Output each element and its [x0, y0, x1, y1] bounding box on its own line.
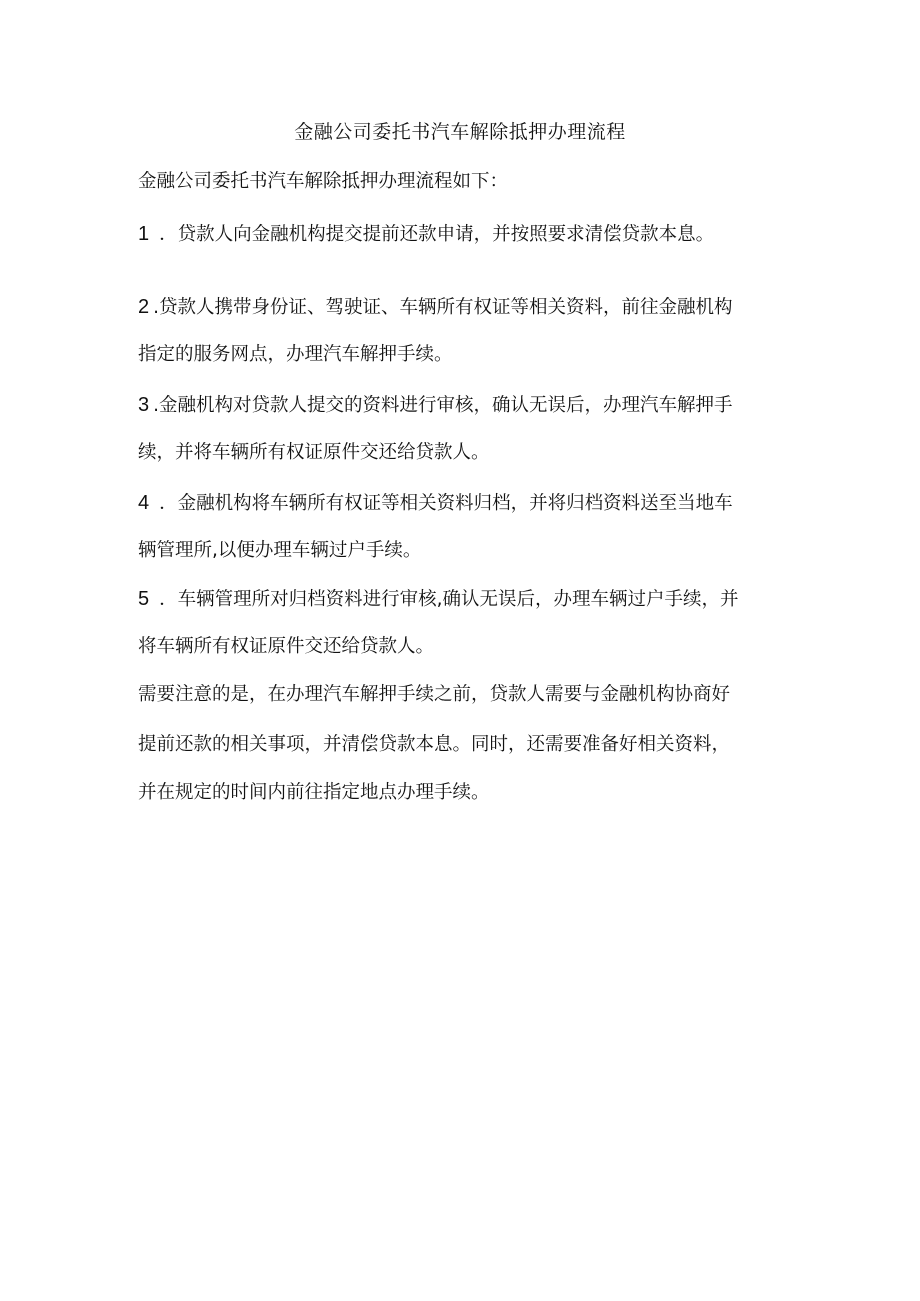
step-2-text-1: .贷款人携带身份证、驾驶证、车辆所有权证等相关资料，前往金融机构 [153, 297, 733, 318]
step-3-text-1: .金融机构对贷款人提交的资料进行审核，确认无误后，办理汽车解押手 [153, 395, 733, 416]
step-5-number: 5 [138, 588, 150, 610]
step-4-line-1 [138, 489, 733, 518]
step-4-line-2: 辆管理所,以便办理车辆过户手续。 [138, 540, 422, 561]
document-title: 金融公司委托书汽车解除抵押办理流程 [294, 121, 626, 143]
step-3-number: 3 [138, 394, 150, 416]
step-1-text: ．贷款人向金融机构提交提前还款申请，并按照要求清偿贷款本息。 [159, 224, 715, 245]
step-5-line-2: 将车辆所有权证原件交还给贷款人。 [138, 636, 435, 657]
step-4-number: 4 [138, 492, 150, 514]
step-3-line-2: 续，并将车辆所有权证原件交还给贷款人。 [138, 442, 490, 463]
step-2-line-2: 指定的服务网点，办理汽车解押手续。 [138, 344, 453, 365]
step-2-number: 2 [138, 296, 150, 318]
step-1-number: 1 [138, 223, 150, 245]
note-line-1: 需要注意的是，在办理汽车解押手续之前，贷款人需要与金融机构协商好 [138, 684, 731, 705]
note-line-3: 并在规定的时间内前往指定地点办理手续。 [138, 782, 490, 803]
step-5-line-1 [138, 585, 739, 614]
note-line-2: 提前还款的相关事项，并清偿贷款本息。同时，还需要准备好相关资料， [138, 734, 731, 755]
step-1-line-1 [138, 220, 714, 249]
intro-line: 金融公司委托书汽车解除抵押办理流程如下： [138, 171, 509, 192]
step-2-line-1 [138, 293, 733, 322]
step-4-text-1: ．金融机构将车辆所有权证等相关资料归档，并将归档资料送至当地车 [159, 493, 733, 514]
step-3-line-1 [138, 391, 733, 420]
step-5-text-1: ．车辆管理所对归档资料进行审核,确认无误后，办理车辆过户手续，并 [159, 589, 739, 610]
